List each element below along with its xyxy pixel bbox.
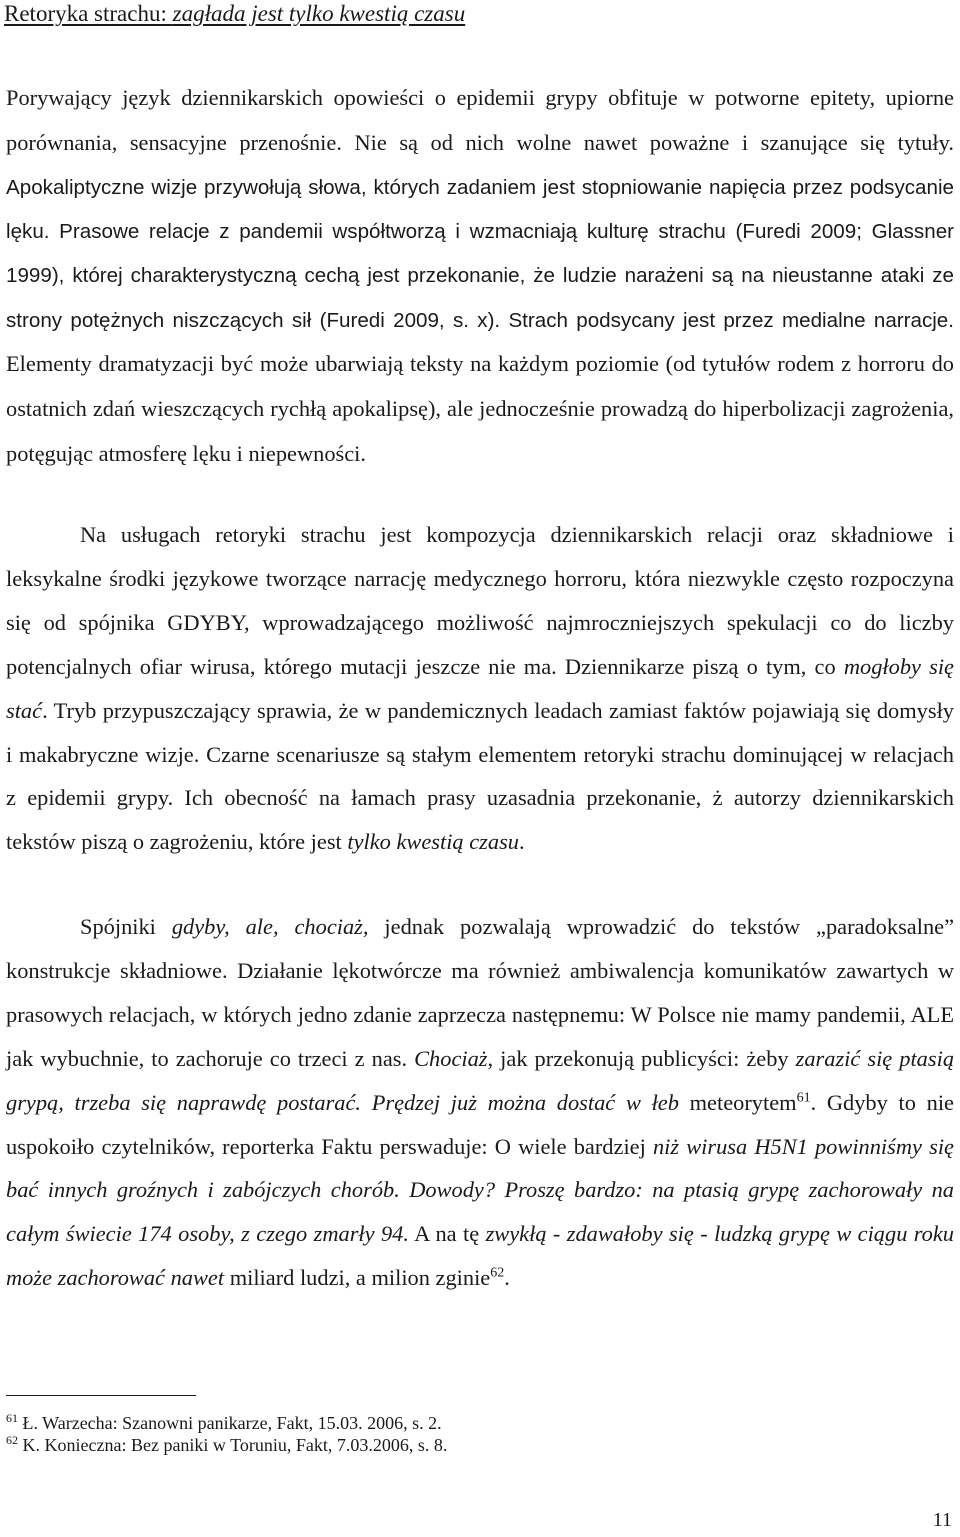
paragraph-1-part-b: Apokaliptyczne wizje przywołują słowa, których zadaniem jest stopniowanie napięcia przez podsycanie lęku. Prasowe relacje z pandemii współtworzą i wzmacniają kulturę strachu (Furedi 2009; Glassner 1999), której charakterystyczną cechą jest przekonanie, że ludzie narażeni są na nieustanne ataki ze strony potężnych niszczących sił (Furedi 2009, s. x). Strach podsycany jest przez medialne narracje.: [6, 175, 954, 332]
footnote-text: K. Konieczna: Bez paniki w Toruniu, Fakt, 7.03.2006, s. 8.: [18, 1435, 448, 1455]
heading-italic: zagłada jest tylko kwestią czasu: [172, 1, 466, 26]
paragraph-2-italic-a: mogłoby się stać: [6, 653, 954, 723]
paragraph-1: [6, 76, 954, 477]
paragraph-3-italic-f: zwykłą - zdawałoby się - ludzką grypę w ciągu roku może zachorować nawet: [6, 1221, 955, 1291]
footnote-62: [6, 1434, 447, 1456]
paragraph-3-part-d: meteorytem: [678, 1089, 797, 1115]
paragraph-3-italic-b: Chociaż: [414, 1045, 488, 1071]
footnote-separator: [6, 1395, 196, 1396]
footnote-text: Ł. Warzecha: Szanowni panikarze, Fakt, 15.03. 2006, s. 2.: [18, 1413, 442, 1433]
paragraph-3-part-a: Spójniki: [80, 914, 172, 939]
paragraph-3-part-c: , jak przekonują publicyści: żeby: [487, 1045, 796, 1071]
paragraph-3: [6, 905, 954, 1300]
page-number: 11: [932, 1509, 952, 1531]
paragraph-1-part-c: Elementy dramatyzacji być może ubarwiają teksty na każdym poziomie (od tytułów rodem z horroru do ostatnich zdań wieszczących rychłą apokalipsę), ale jednocześnie prowadzą do hiperbolizacji zagrożenia, potęgując atmosferę lęku i niepewności.: [6, 351, 954, 467]
paragraph-2-part-b: . Tryb przypuszczający sprawia, że w pandemicznych leadach zamiast faktów pojawiają się domysły i makabryczne wizje. Czarne scenariusze są stałym elementem retoryki strachu dominującej w relacjach z epidemii grypy. Ich obecność na łamach prasy uzasadnia przekonanie, ż autorzy dziennikarskich tekstów piszą o zagrożeniu, które jest: [6, 697, 954, 855]
paragraph-2-part-a: Na usługach retoryki strachu jest kompozycja dziennikarskich relacji oraz składniowe i leksykalne środki językowe tworzące narrację medycznego horroru, która niezwykle często rozpoczyna się od spójnika GDYBY, wprowadzającego możliwość najmroczniejszych spekulacji co do liczby potencjalnych ofiar wirusa, którego mutacji jeszcze nie ma. Dziennikarze piszą o tym, co: [6, 522, 954, 679]
footnote-number: 61: [6, 1411, 18, 1425]
footnote-61: [6, 1412, 447, 1434]
paragraph-3-italic-e: niż wirusa H5N1 powinniśmy się bać innych groźnych i zabójczych chorób. Dowody? Proszę bardzo: na ptasią grypę zachorowały na całym świecie 174 osoby, z czego zmarły 94.: [6, 1133, 954, 1247]
paragraph-3-part-f: A na tę: [408, 1221, 486, 1247]
footnote-ref-61[interactable]: 61: [796, 1090, 811, 1106]
heading-plain: Retoryka strachu:: [4, 1, 173, 26]
paragraph-3-part-h: .: [504, 1265, 510, 1291]
paragraph-1-part-a: Porywający język dziennikarskich opowieści o epidemii grypy obfituje w potworne epitety, upiorne porównania, sensacyjne przenośnie. Nie są od nich wolne nawet poważne i szanujące się tytuły.: [6, 85, 954, 155]
footnotes: [6, 1412, 447, 1456]
paragraph-3-part-b: jednak pozwalają wprowadzić do tekstów „paradoksalne” konstrukcje składniowe. Działanie lękotwórcze ma również ambiwalencja komunikatów zawartych w prasowych relacjach, w których jedno zdanie zaprzecza następnemu: W Polsce nie mamy pandemii, ALE jak wybuchnie, to zachoruje co trzeci z nas.: [6, 914, 955, 1071]
paragraph-3-part-g: miliard ludzi, a milion zginie: [224, 1265, 491, 1291]
footnote-ref-62[interactable]: 62: [490, 1265, 505, 1281]
paragraph-2-part-c: .: [519, 829, 525, 855]
paragraph-3-part-e: . Gdyby to nie uspokoiło czytelników, reporterka Faktu perswaduje: O wiele bardziej: [6, 1089, 954, 1159]
footnote-number: 62: [6, 1433, 18, 1447]
paragraph-2-italic-b: tylko kwestią czasu: [347, 829, 519, 855]
paragraph-3-italic-a: gdyby, ale, chociaż,: [171, 914, 369, 939]
section-heading: [4, 0, 465, 28]
paragraph-3-italic-c: zarazić się ptasią grypą, trzeba się naprawdę postarać. Prędzej już można dostać w łeb: [6, 1045, 955, 1115]
paragraph-2: [6, 513, 954, 864]
